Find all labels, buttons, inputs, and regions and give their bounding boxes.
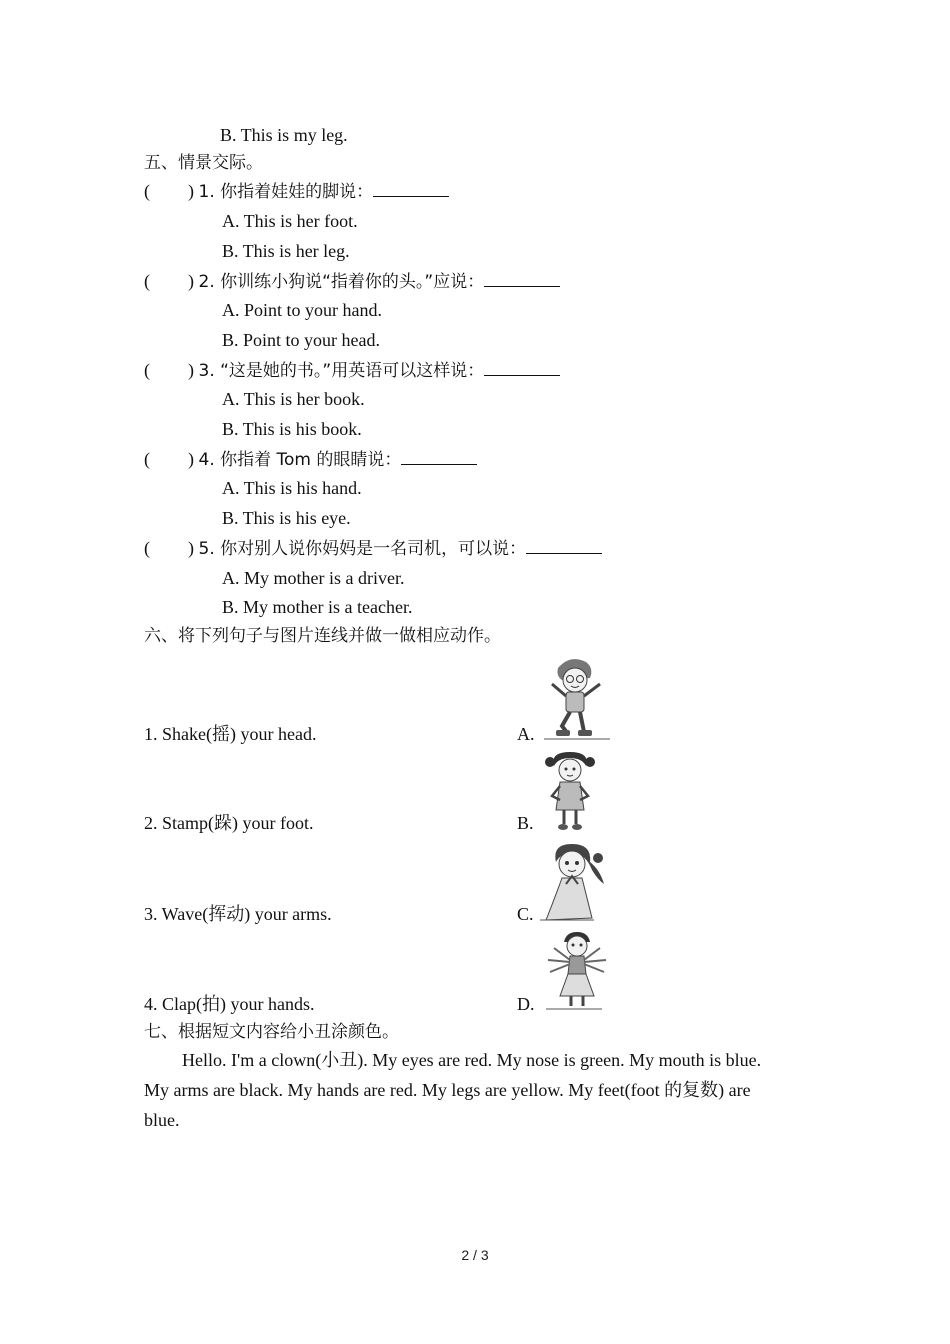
answer-paren-open: ( (144, 449, 150, 469)
answer-blank[interactable] (484, 361, 560, 376)
answer-paren-open: ( (144, 360, 150, 380)
match-sentence-1[interactable]: 1. Shake(摇) your head. (144, 724, 317, 744)
option-b: B. This is his eye. (222, 508, 351, 528)
option-b: B. My mother is a teacher. (222, 597, 413, 617)
question-prompt: 2. 你训练小狗说“指着你的头。”应说： (198, 272, 485, 292)
answer-paren-close: ) (188, 360, 194, 380)
answer-blank[interactable] (526, 539, 602, 554)
match-letter-b: B. (517, 813, 534, 833)
option-a: A. This is her book. (222, 389, 365, 409)
question-prompt: 5. 你对别人说你妈妈是一名司机，可以说： (198, 539, 527, 559)
answer-paren-open: ( (144, 538, 150, 558)
question-prompt: 1. 你指着娃娃的脚说： (198, 182, 374, 202)
option-a: A. This is his hand. (222, 478, 362, 498)
match-letter-d: D. (517, 994, 535, 1014)
section7-heading: 七、根据短文内容给小丑涂颜色。 (144, 1022, 399, 1042)
option-a: A. This is her foot. (222, 211, 358, 231)
answer-paren-close: ) (188, 449, 194, 469)
question-prompt: 4. 你指着 Tom 的眼睛说： (198, 450, 402, 470)
question-3 (144, 359, 560, 382)
match-sentence-2[interactable]: 2. Stamp(跺) your foot. (144, 813, 314, 833)
question-1 (144, 180, 449, 203)
answer-paren-open: ( (144, 181, 150, 201)
paragraph-line-3: blue. (144, 1110, 180, 1130)
page-number: 2 / 3 (461, 1247, 489, 1263)
answer-blank[interactable] (373, 182, 449, 197)
girl-hands-on-hips-image[interactable] (542, 750, 598, 832)
question-prompt: 3. “这是她的书。”用英语可以这样说： (198, 361, 485, 381)
top-option: B. This is my leg. (220, 125, 348, 145)
match-sentence-3[interactable]: 3. Wave(挥动) your arms. (144, 904, 332, 924)
match-sentence-4[interactable]: 4. Clap(拍) your hands. (144, 994, 315, 1014)
option-a: A. My mother is a driver. (222, 568, 405, 588)
section5-heading: 五、情景交际。 (144, 153, 263, 173)
answer-blank[interactable] (401, 450, 477, 465)
boy-stamping-image[interactable] (542, 654, 612, 742)
section6-heading: 六、将下列句子与图片连线并做一做相应动作。 (144, 626, 501, 646)
option-a: A. Point to your hand. (222, 300, 382, 320)
answer-paren-close: ) (188, 181, 194, 201)
answer-paren-close: ) (188, 271, 194, 291)
answer-blank[interactable] (484, 272, 560, 287)
option-b: B. Point to your head. (222, 330, 380, 350)
girl-waving-arms-image[interactable] (540, 930, 614, 1012)
question-5 (144, 537, 602, 560)
option-b: B. This is his book. (222, 419, 362, 439)
paragraph-line-1: Hello. I'm a clown(小丑). My eyes are red. My nose is green. My mouth is blue. (182, 1050, 762, 1070)
paragraph-line-2: My arms are black. My hands are red. My legs are yellow. My feet(foot 的复数) are (144, 1080, 751, 1100)
question-4 (144, 448, 477, 471)
question-2 (144, 270, 560, 293)
answer-paren-open: ( (144, 271, 150, 291)
option-b: B. This is her leg. (222, 241, 350, 261)
match-letter-a: A. (517, 724, 535, 744)
answer-paren-close: ) (188, 538, 194, 558)
match-letter-c: C. (517, 904, 534, 924)
girl-clapping-image[interactable] (538, 840, 610, 922)
